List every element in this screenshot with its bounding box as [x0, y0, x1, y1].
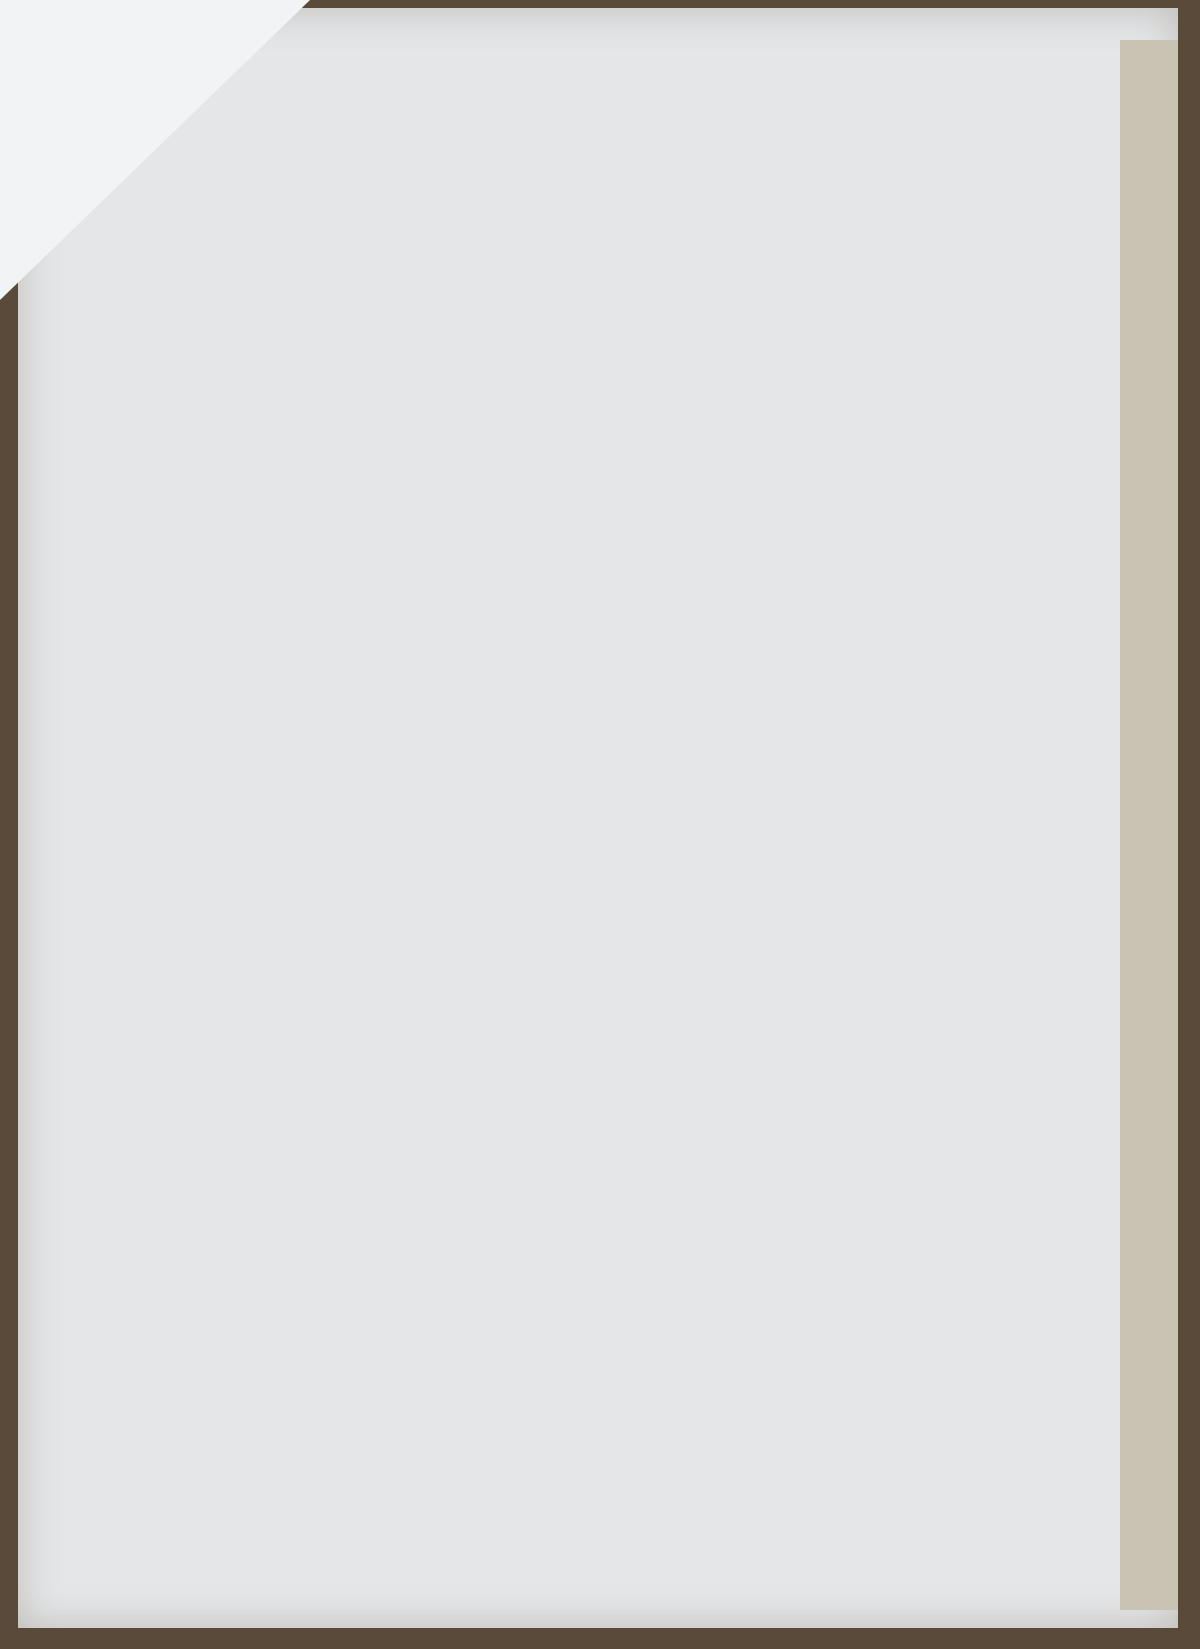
page-edge	[1120, 40, 1178, 1610]
manifest-sheet	[18, 8, 1178, 1628]
